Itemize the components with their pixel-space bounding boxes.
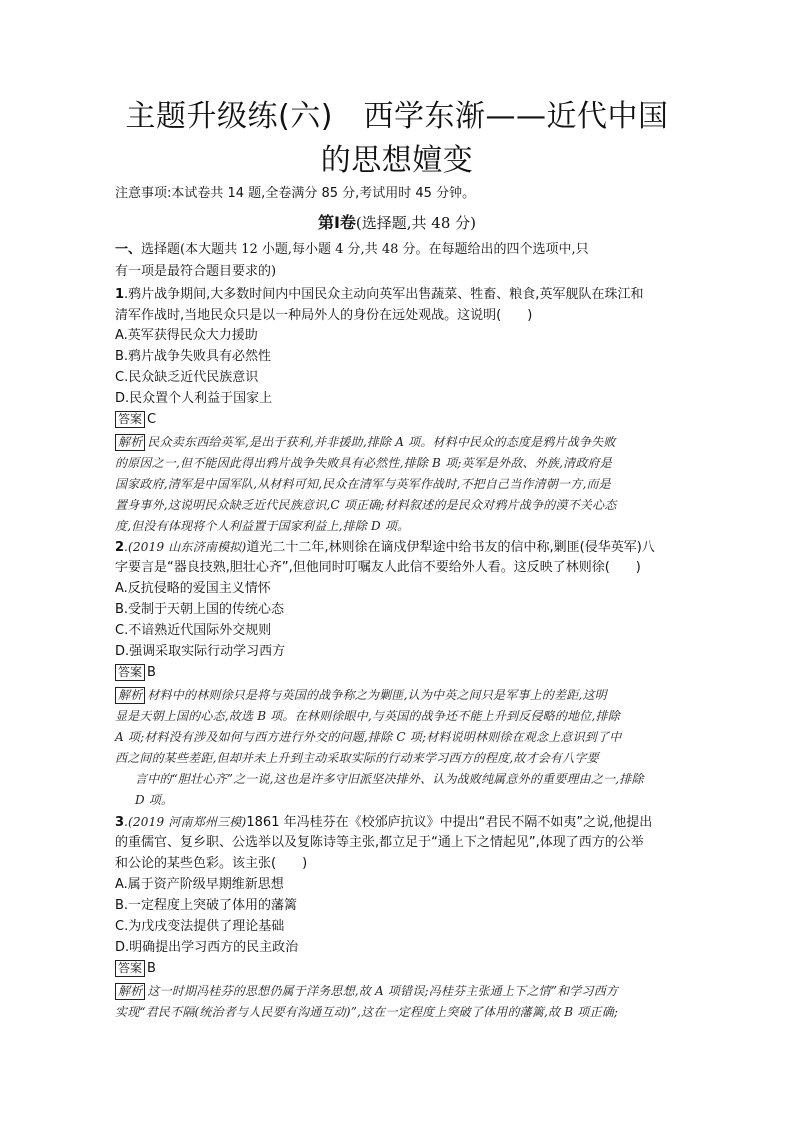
q3-answer-value: B <box>147 961 156 976</box>
q2-option-d: D.强调采取实际行动学习西方 <box>115 644 286 659</box>
q3-source: .(2019 河南郑州三模) <box>124 815 247 829</box>
q2-analysis-line-5: 言中的“胆壮心齐”之一说,这也是许多守旧派坚决排外、认为战败纯属意外的重要理由之一,排除 <box>135 772 644 786</box>
q2-analysis-line-4: 西之间的某些差距,但却并未上升到主动采取实际的行动来学习西方的程度,故才会有八字要 <box>115 751 599 765</box>
q2-option-a: A.反抗侵略的爱国主义情怀 <box>115 581 271 596</box>
q2-analysis-line-2: 显是天朝上国的心态,故选 B 项。在林则徐眼中,与英国的战争还不能上升到反侵略的地位,排除 <box>115 709 620 723</box>
q2-answer <box>115 663 156 683</box>
analysis-tag: 解析 <box>115 983 145 1000</box>
q1-analysis-line-5: 度,但没有体现将个人利益置于国家利益上,排除 D 项。 <box>115 519 410 533</box>
q1-option-a: A.英军获得民众大力援助 <box>115 328 258 343</box>
page-title-line-1: 主题升级练(六) 西学东渐——近代中国 <box>125 99 669 134</box>
q3-option-d: D.明确提出学习西方的民主政治 <box>115 940 299 955</box>
q1-option-c: C.民众缺乏近代民族意识 <box>115 370 259 385</box>
q1-option-b: B.鸦片战争失败具有必然性 <box>115 349 272 364</box>
q1-analysis-line-1: 解析 民众卖东西给英军,是出于获利,并非援助,排除 A 项。材料中民众的态度是鸦片战争失败 <box>115 432 616 452</box>
q1-stem-line-1: 1.鸦片战争期间,大多数时间内中国民众主动向英军出售蔬菜、牲畜、粮食,英军舰队在珠江和 <box>115 287 644 302</box>
notice-text: 注意事项:本试卷共 14 题,全卷满分 85 分,考试用时 45 分钟。 <box>115 186 476 201</box>
q1-answer <box>115 410 156 430</box>
answer-tag: 答案 <box>115 960 145 977</box>
q3-stem-line-1: 3.(2019 河南郑州三模)1861 年冯桂芬在《校邠庐抗议》中提出“君民不隔不如夷”之说,他提出 <box>115 815 653 830</box>
q1-analysis-line-2: 的原因之一,但不能因此得出鸦片战争失败具有必然性,排除 B 项;英军是外敌、外族,清政府是 <box>115 456 612 470</box>
q2-stem-line-2: 字要言是“器良技熟,胆壮心齐”,但他同时叮嘱友人此信不要给外人看。这反映了林则徐( ) <box>115 560 641 575</box>
section-heading <box>0 212 794 234</box>
q1-stem-line-2: 清军作战时,当地民众只是以一种局外人的身份在远处观战。这说明( ) <box>115 308 533 323</box>
q2-analysis-line-1: 解析 材料中的林则徐只是将与英国的战争称之为剿匪,认为中英之间只是军事上的差距,这明 <box>115 685 607 705</box>
q1-analysis-line-3: 国家政府,清军是中国军队,从材料可知,民众在清军与英军作战时,不把自己当作清朝一方,而是 <box>115 477 611 491</box>
q3-option-b: B.一定程度上突破了体用的藩篱 <box>115 898 298 913</box>
instructions-line-1: 一、选择题(本大题共 12 小题,每小题 4 分,共 48 分。在每题给出的四个选项中,只 <box>115 242 589 257</box>
answer-tag: 答案 <box>115 664 145 681</box>
q2-analysis-line-6: D 项。 <box>135 793 174 807</box>
q2-option-b: B.受制于天朝上国的传统心态 <box>115 602 285 617</box>
q2-analysis-line-3: A 项;材料没有涉及如何与西方进行外交的问题,排除 C 项;材料说明林则徐在观念上意识到了中 <box>115 730 622 744</box>
q3-analysis-line-1: 解析 这一时期冯桂芬的思想仍属于洋务思想,故 A 项错误;冯桂芬主张通上下之情”和学习西方 <box>115 981 618 1001</box>
q1-option-d: D.民众置个人利益于国家上 <box>115 391 273 406</box>
q2-source: .(2019 山东济南模拟) <box>124 540 247 554</box>
section-desc: (选择题,共 48 分) <box>355 214 477 232</box>
q2-stem-line-1: 2.(2019 山东济南模拟)道光二十二年,林则徐在谪戍伊犁途中给书友的信中称,剿匪(侵华英军)八 <box>115 540 655 555</box>
q2-option-c: C.不谙熟近代国际外交规则 <box>115 623 272 638</box>
q1-analysis-line-4: 置身事外,这说明民众缺乏近代民族意识,C 项正确;材料叙述的是民众对鸦片战争的漠不关心态 <box>115 498 617 512</box>
q2-answer-value: B <box>147 665 156 680</box>
section-roman: 第Ⅰ卷 <box>317 213 356 232</box>
q3-stem-line-2: 的重儒官、复乡职、公选举以及复陈诗等主张,都立足于“通上下之情起见”,体现了西方的公举 <box>115 835 644 850</box>
page-title-line-2: 的思想嬗变 <box>320 143 474 178</box>
q3-option-a: A.属于资产阶级早期维新思想 <box>115 877 284 892</box>
q3-option-c: C.为戊戌变法提供了理论基础 <box>115 919 285 934</box>
analysis-tag: 解析 <box>115 434 145 451</box>
instructions-part-label: 一、 <box>115 242 142 257</box>
q3-analysis-line-2: 实现“君民不隔(统治者与人民要有沟通互动)”,这在一定程度上突破了体用的藩篱,故 B 项正确; <box>115 1005 619 1019</box>
q3-stem-line-3: 和公论的某些色彩。该主张( ) <box>115 856 308 871</box>
q3-answer <box>115 959 156 979</box>
instructions-line-2: 有一项是最符合题目要求的) <box>115 264 277 279</box>
q1-answer-value: C <box>147 412 157 427</box>
answer-tag: 答案 <box>115 411 145 428</box>
analysis-tag: 解析 <box>115 687 145 704</box>
